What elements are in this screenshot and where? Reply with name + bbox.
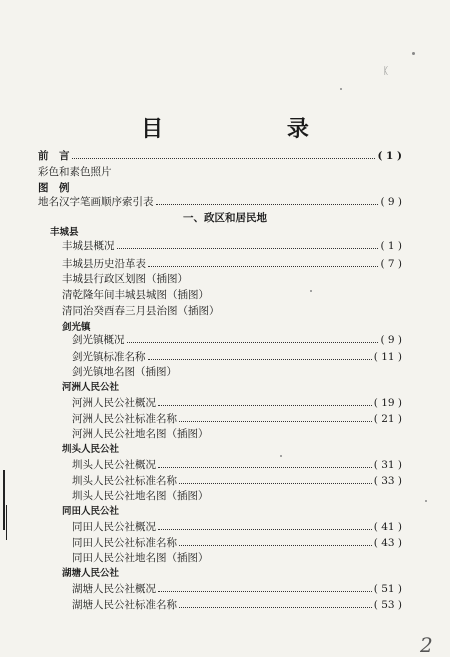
leader-dots bbox=[179, 607, 372, 608]
scan-speck bbox=[310, 290, 312, 292]
scan-edge-mark bbox=[6, 505, 7, 540]
entry-page: ( 53 ) bbox=[373, 599, 402, 611]
leader-dots bbox=[156, 204, 379, 205]
entry-label: 同田人民公社概况 bbox=[72, 521, 156, 533]
leader-dots bbox=[148, 266, 378, 267]
group-heading: 同田人民公社 bbox=[62, 506, 120, 517]
entry-page: ( 9 ) bbox=[380, 196, 402, 208]
entry-page: ( 9 ) bbox=[380, 334, 402, 346]
toc-entry[interactable]: 圳头人民公社地名图（插图） bbox=[72, 490, 209, 502]
entry-page: ( 31 ) bbox=[373, 459, 402, 471]
toc-entry[interactable]: 清乾隆年间丰城县城图（插图） bbox=[62, 289, 209, 301]
toc-entry[interactable]: 同田人民公社地名图（插图） bbox=[72, 552, 209, 564]
toc-entry[interactable]: 河洲人民公社地名图（插图） bbox=[72, 428, 209, 440]
leader-dots bbox=[158, 467, 372, 468]
toc-entry[interactable] bbox=[72, 349, 402, 363]
toc-entry[interactable] bbox=[72, 597, 402, 611]
leader-dots bbox=[158, 591, 372, 592]
toc-entry-legend[interactable]: 图 例 bbox=[38, 182, 70, 194]
entry-page: ( 11 ) bbox=[373, 351, 402, 363]
toc-entry-photos[interactable]: 彩色和素色照片 bbox=[38, 166, 112, 178]
leader-dots bbox=[158, 405, 372, 406]
toc-entry[interactable] bbox=[72, 457, 402, 471]
leader-dots bbox=[179, 483, 372, 484]
leader-dots bbox=[158, 529, 372, 530]
page-title: 目 录 bbox=[141, 116, 367, 142]
entry-page: ( 7 ) bbox=[380, 258, 402, 270]
leader-dots bbox=[72, 158, 376, 159]
entry-label: 前 言 bbox=[38, 150, 70, 162]
leader-dots bbox=[117, 248, 379, 249]
toc-entry[interactable] bbox=[72, 395, 402, 409]
toc-entry[interactable] bbox=[72, 581, 402, 595]
leader-dots bbox=[179, 421, 372, 422]
group-heading: 剑光镇 bbox=[62, 322, 91, 333]
entry-page: ( 33 ) bbox=[373, 475, 402, 487]
entry-page: ( 1 ) bbox=[377, 150, 402, 162]
entry-label: 河洲人民公社概况 bbox=[72, 397, 156, 409]
scan-speck bbox=[280, 455, 282, 457]
leader-dots bbox=[127, 342, 379, 343]
leader-dots bbox=[148, 359, 372, 360]
entry-label: 剑光镇标准名称 bbox=[72, 351, 146, 363]
group-heading: 湖塘人民公社 bbox=[62, 568, 120, 579]
handwritten-page-number: 2 bbox=[420, 633, 433, 657]
entry-page: ( 51 ) bbox=[373, 583, 402, 595]
group-heading: 圳头人民公社 bbox=[62, 444, 120, 455]
toc-entry[interactable] bbox=[72, 519, 402, 533]
entry-label: 圳头人民公社概况 bbox=[72, 459, 156, 471]
leader-dots bbox=[179, 545, 372, 546]
section-heading: 一、政区和居民地 bbox=[183, 212, 267, 224]
scan-speck bbox=[340, 88, 342, 90]
toc-entry[interactable] bbox=[62, 238, 402, 252]
entry-label: 地名汉字笔画顺序索引表 bbox=[38, 196, 154, 208]
entry-label: 圳头人民公社标准名称 bbox=[72, 475, 177, 487]
toc-entry[interactable] bbox=[72, 411, 402, 425]
toc-entry[interactable]: 剑光镇地名图（插图） bbox=[72, 366, 177, 378]
scan-edge-mark bbox=[3, 470, 5, 530]
scan-speck bbox=[425, 500, 427, 502]
margin-mark: ᛕ bbox=[383, 66, 389, 77]
toc-entry[interactable] bbox=[72, 332, 402, 346]
toc-entry[interactable] bbox=[62, 256, 402, 270]
toc-entry[interactable]: 清同治癸酉春三月县治图（插图） bbox=[62, 305, 220, 317]
entry-page: ( 1 ) bbox=[380, 240, 402, 252]
entry-label: 丰城县概况 bbox=[62, 240, 115, 252]
toc-entry-index[interactable] bbox=[38, 194, 402, 208]
entry-page: ( 41 ) bbox=[373, 521, 402, 533]
county-heading: 丰城县 bbox=[50, 227, 79, 238]
entry-label: 剑光镇概况 bbox=[72, 334, 125, 346]
toc-entry-preface[interactable] bbox=[38, 148, 402, 162]
entry-label: 丰城县历史沿革表 bbox=[62, 258, 146, 270]
entry-page: ( 43 ) bbox=[373, 537, 402, 549]
toc-entry[interactable]: 丰城县行政区划图（插图） bbox=[62, 273, 188, 285]
toc-entry[interactable] bbox=[72, 535, 402, 549]
entry-page: ( 19 ) bbox=[373, 397, 402, 409]
group-heading: 河洲人民公社 bbox=[62, 382, 120, 393]
entry-label: 同田人民公社标准名称 bbox=[72, 537, 177, 549]
entry-label: 河洲人民公社标准名称 bbox=[72, 413, 177, 425]
toc-entry[interactable] bbox=[72, 473, 402, 487]
scan-speck bbox=[412, 52, 415, 55]
entry-label: 湖塘人民公社概况 bbox=[72, 583, 156, 595]
entry-label: 湖塘人民公社标准名称 bbox=[72, 599, 177, 611]
entry-page: ( 21 ) bbox=[373, 413, 402, 425]
